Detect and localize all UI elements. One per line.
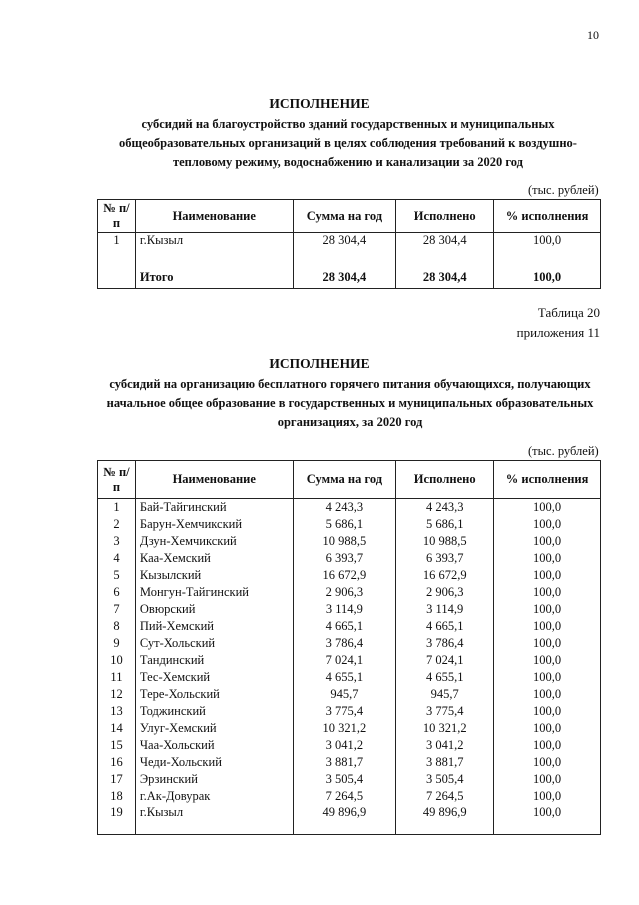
row-number: 4 [98, 550, 136, 567]
row-number: 10 [98, 652, 136, 669]
row-annual-sum: 2 906,3 [293, 584, 396, 601]
header-annual-sum: Сумма на год [293, 461, 396, 499]
row-annual-sum: 7 264,5 [293, 788, 396, 805]
table-row [98, 533, 601, 550]
table-row [98, 652, 601, 669]
row-number: 7 [98, 601, 136, 618]
row-percent: 100,0 [494, 720, 601, 737]
table-row [98, 805, 601, 835]
row-name: Бай-Тайгинский [135, 499, 293, 516]
row-annual-sum: 945,7 [293, 686, 396, 703]
row-annual-sum: 16 672,9 [293, 567, 396, 584]
table-row [98, 771, 601, 788]
row-percent: 100,0 [494, 737, 601, 754]
row-name: Пий-Хемский [135, 618, 293, 635]
table-row [98, 737, 601, 754]
row-executed: 4 243,3 [396, 499, 494, 516]
table-row [98, 720, 601, 737]
row-name: Улуг-Хемский [135, 720, 293, 737]
total-percent: 100,0 [494, 251, 601, 289]
row-executed: 10 988,5 [396, 533, 494, 550]
table-row [98, 669, 601, 686]
row-name: Сут-Хольский [135, 635, 293, 652]
row-number: 16 [98, 754, 136, 771]
row-number: 8 [98, 618, 136, 635]
row-annual-sum: 28 304,4 [293, 233, 396, 251]
row-annual-sum: 4 655,1 [293, 669, 396, 686]
row-number: 12 [98, 686, 136, 703]
total-executed: 28 304,4 [396, 251, 494, 289]
row-name: Барун-Хемчикский [135, 516, 293, 533]
header-percent: % исполнения [494, 200, 601, 233]
row-number: 17 [98, 771, 136, 788]
row-percent: 100,0 [494, 771, 601, 788]
row-percent: 100,0 [494, 567, 601, 584]
row-percent: 100,0 [494, 669, 601, 686]
row-percent: 100,0 [494, 516, 601, 533]
row-number: 19 [98, 805, 136, 835]
row-percent: 100,0 [494, 533, 601, 550]
section2-subtitle: субсидий на организацию бесплатного горячего питания обучающихся, получающих начальное общее образование в государственных и муниципальных образовательных организациях, за 2020 год [106, 377, 594, 429]
section2-title: ИСПОЛНЕНИЕ [269, 356, 370, 371]
row-percent: 100,0 [494, 233, 601, 251]
section1-units: (тыс. рублей) [528, 183, 599, 197]
total-annual-sum: 28 304,4 [293, 251, 396, 289]
section1-title: ИСПОЛНЕНИЕ [269, 96, 370, 111]
row-executed: 10 321,2 [396, 720, 494, 737]
total-label: Итого [135, 251, 293, 289]
row-annual-sum: 10 321,2 [293, 720, 396, 737]
header-percent: % исполнения [494, 461, 601, 499]
row-number: 11 [98, 669, 136, 686]
table-row [98, 516, 601, 533]
row-annual-sum: 4 243,3 [293, 499, 396, 516]
table-row [98, 233, 601, 251]
header-executed: Исполнено [396, 200, 494, 233]
row-number: 9 [98, 635, 136, 652]
table-row [98, 686, 601, 703]
row-executed: 3 775,4 [396, 703, 494, 720]
header-number: № п/п [98, 200, 136, 233]
row-executed: 3 041,2 [396, 737, 494, 754]
row-name: Чеди-Хольский [135, 754, 293, 771]
row-percent: 100,0 [494, 584, 601, 601]
row-executed: 49 896,9 [396, 805, 494, 835]
row-name: г.Кызыл [135, 805, 293, 835]
row-executed: 3 505,4 [396, 771, 494, 788]
table-row [98, 618, 601, 635]
row-executed: 4 655,1 [396, 669, 494, 686]
table-note-line2: приложения 11 [516, 325, 600, 340]
section2-units: (тыс. рублей) [528, 444, 599, 458]
page-number: 10 [587, 28, 599, 42]
row-number: 14 [98, 720, 136, 737]
row-executed: 3 114,9 [396, 601, 494, 618]
row-executed: 945,7 [396, 686, 494, 703]
row-percent: 100,0 [494, 601, 601, 618]
row-annual-sum: 5 686,1 [293, 516, 396, 533]
row-number: 3 [98, 533, 136, 550]
table-row [98, 584, 601, 601]
row-percent: 100,0 [494, 703, 601, 720]
row-executed: 7 024,1 [396, 652, 494, 669]
header-executed: Исполнено [396, 461, 494, 499]
row-percent: 100,0 [494, 754, 601, 771]
row-annual-sum: 3 041,2 [293, 737, 396, 754]
row-name: Тандинский [135, 652, 293, 669]
row-number: 18 [98, 788, 136, 805]
row-number: 1 [98, 499, 136, 516]
row-name: Чаа-Хольский [135, 737, 293, 754]
row-annual-sum: 3 114,9 [293, 601, 396, 618]
row-name: Каа-Хемский [135, 550, 293, 567]
row-annual-sum: 6 393,7 [293, 550, 396, 567]
row-percent: 100,0 [494, 550, 601, 567]
row-annual-sum: 7 024,1 [293, 652, 396, 669]
row-annual-sum: 3 505,4 [293, 771, 396, 788]
table-row [98, 499, 601, 516]
table-row [98, 788, 601, 805]
table-row [98, 635, 601, 652]
row-name: Дзун-Хемчикский [135, 533, 293, 550]
row-annual-sum: 4 665,1 [293, 618, 396, 635]
row-executed: 4 665,1 [396, 618, 494, 635]
row-executed: 28 304,4 [396, 233, 494, 251]
row-name: г.Кызыл [135, 233, 293, 251]
header-name: Наименование [135, 461, 293, 499]
total-number-blank [98, 251, 136, 289]
row-number: 6 [98, 584, 136, 601]
row-executed: 16 672,9 [396, 567, 494, 584]
row-percent: 100,0 [494, 618, 601, 635]
row-executed: 6 393,7 [396, 550, 494, 567]
row-percent: 100,0 [494, 805, 601, 835]
section2-table [97, 460, 601, 835]
row-name: Овюрский [135, 601, 293, 618]
header-number: № п/п [98, 461, 136, 499]
row-number: 5 [98, 567, 136, 584]
row-name: Тоджинский [135, 703, 293, 720]
row-executed: 3 881,7 [396, 754, 494, 771]
row-name: Тес-Хемский [135, 669, 293, 686]
table-row [98, 703, 601, 720]
row-percent: 100,0 [494, 652, 601, 669]
total-row [98, 251, 601, 289]
table-row [98, 601, 601, 618]
row-executed: 5 686,1 [396, 516, 494, 533]
row-number: 15 [98, 737, 136, 754]
row-name: Кызылский [135, 567, 293, 584]
table-row [98, 754, 601, 771]
row-annual-sum: 3 881,7 [293, 754, 396, 771]
row-percent: 100,0 [494, 686, 601, 703]
row-executed: 2 906,3 [396, 584, 494, 601]
row-percent: 100,0 [494, 788, 601, 805]
table-note-line1: Таблица 20 [537, 305, 600, 320]
row-name: Тере-Хольский [135, 686, 293, 703]
section1-table [97, 199, 601, 289]
row-name: Эрзинский [135, 771, 293, 788]
header-name: Наименование [135, 200, 293, 233]
section1-subtitle: субсидий на благоустройство зданий государственных и муниципальных общеобразовательных организаций в целях соблюдения требований к воздушно-тепловому режиму, водоснабжению и канализации за 2020 год [119, 117, 577, 169]
row-percent: 100,0 [494, 635, 601, 652]
table-row [98, 550, 601, 567]
row-annual-sum: 3 786,4 [293, 635, 396, 652]
row-number: 13 [98, 703, 136, 720]
row-annual-sum: 10 988,5 [293, 533, 396, 550]
header-annual-sum: Сумма на год [293, 200, 396, 233]
row-name: Монгун-Тайгинский [135, 584, 293, 601]
row-annual-sum: 49 896,9 [293, 805, 396, 835]
row-annual-sum: 3 775,4 [293, 703, 396, 720]
row-executed: 7 264,5 [396, 788, 494, 805]
row-name: г.Ак-Довурак [135, 788, 293, 805]
row-number: 1 [98, 233, 136, 251]
row-percent: 100,0 [494, 499, 601, 516]
row-executed: 3 786,4 [396, 635, 494, 652]
row-number: 2 [98, 516, 136, 533]
table-row [98, 567, 601, 584]
